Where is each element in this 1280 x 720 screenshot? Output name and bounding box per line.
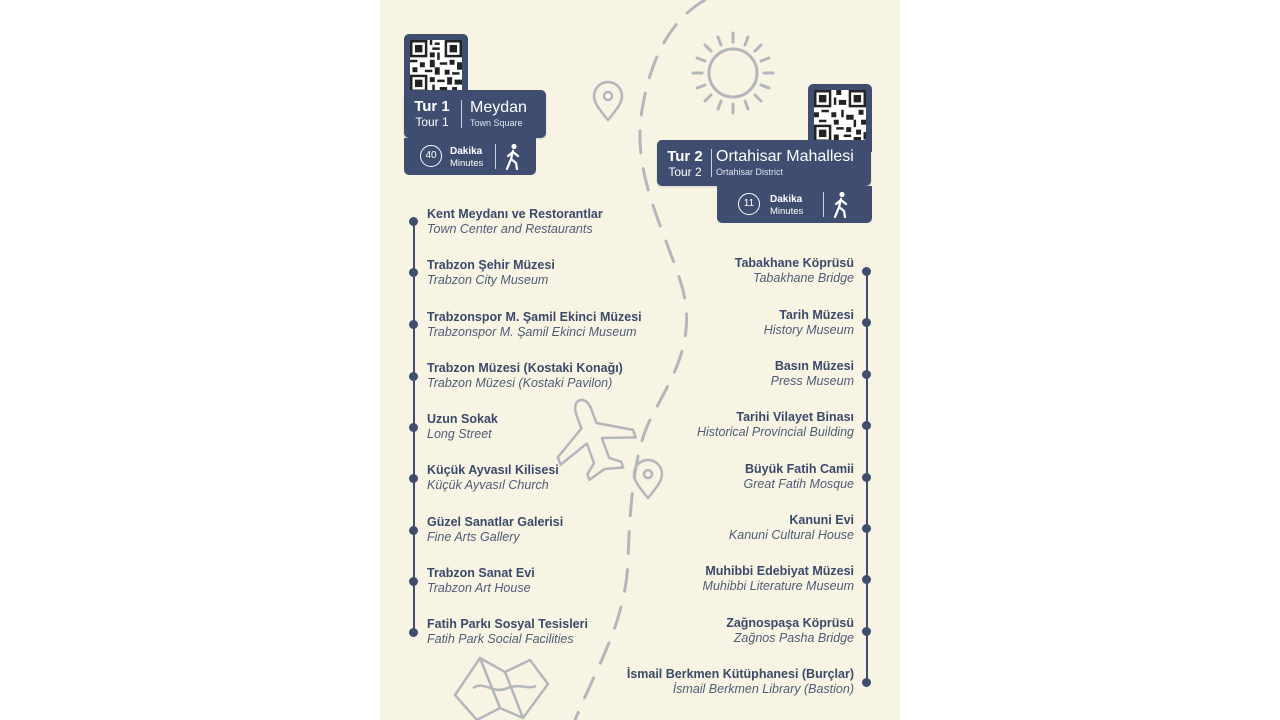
tour2-stop	[726, 616, 854, 646]
stop-name-en: Trabzonspor M. Şamil Ekinci Museum	[427, 325, 637, 339]
stop-name: Trabzon Şehir Müzesi	[427, 258, 555, 272]
stop-name-en: Press Museum	[770, 374, 854, 388]
tour2-name: Ortahisar Mahallesi	[716, 148, 854, 165]
tour2-stop	[703, 564, 854, 594]
location-pin-icon	[594, 82, 622, 120]
qr-code-icon	[814, 90, 866, 142]
duration-label: Dakika	[770, 194, 803, 205]
stop-name-en: Historical Provincial Building	[696, 425, 854, 439]
tour2-stop	[627, 667, 854, 697]
tour2-name-en: Ortahisar District	[716, 167, 784, 177]
timeline-dot	[862, 524, 871, 533]
stop-name-en: Kanuni Cultural House	[728, 528, 854, 542]
timeline-dot	[862, 318, 871, 327]
stop-name-en: Tabakhane Bridge	[752, 271, 854, 285]
stop-name-en: Muhibbi Literature Museum	[702, 579, 854, 593]
tour-poster	[380, 0, 900, 720]
stop-name-en: Trabzon Müzesi (Kostaki Pavilon)	[427, 376, 613, 390]
tour2-duration	[717, 186, 872, 223]
tour2-stop	[771, 359, 854, 389]
timeline-dot	[409, 423, 418, 432]
stop-name-en: Zağnos Pasha Bridge	[733, 631, 854, 645]
tour1-stop	[427, 566, 535, 596]
tour1-label-en: Tour 1	[415, 115, 449, 129]
stop-name-en: History Museum	[763, 323, 854, 337]
stop-name: İsmail Berkmen Kütüphanesi (Burçlar)	[626, 667, 854, 681]
duration-label-en: Minutes	[450, 158, 484, 169]
tour2-label-en: Tour 2	[668, 165, 702, 179]
timeline-dot	[409, 217, 418, 226]
stop-name: Kent Meydanı ve Restorantlar	[427, 207, 603, 221]
tour2-stop	[764, 308, 854, 338]
tour1-stop	[427, 617, 588, 647]
header-divider	[711, 149, 712, 177]
timeline-dot	[409, 372, 418, 381]
stop-name-en: İsmail Berkmen Library (Bastion)	[672, 682, 854, 696]
tour1-stop	[427, 207, 603, 237]
stop-name-en: Great Fatih Mosque	[743, 477, 854, 491]
timeline-dot	[862, 473, 871, 482]
stop-name: Trabzonspor M. Şamil Ekinci Müzesi	[427, 310, 642, 324]
timeline-dot	[862, 421, 871, 430]
timeline-dot	[409, 320, 418, 329]
timeline-dot	[409, 577, 418, 586]
tour1-label: Tur 1	[414, 98, 450, 115]
stop-name: Kanuni Evi	[789, 513, 854, 527]
stop-name: Trabzon Müzesi (Kostaki Konağı)	[427, 361, 623, 375]
stop-name-en: Town Center and Restaurants	[427, 222, 593, 236]
timeline-dot	[409, 268, 418, 277]
map-icon	[455, 658, 548, 720]
tour1-stop	[427, 310, 642, 340]
sun-icon	[693, 33, 773, 113]
tour1-stop	[427, 515, 563, 545]
stop-name: Muhibbi Edebiyat Müzesi	[705, 564, 854, 578]
timeline-dot	[409, 526, 418, 535]
tour2-header	[657, 140, 871, 186]
stop-name: Tabakhane Köprüsü	[734, 256, 854, 270]
stop-name: Fatih Parkı Sosyal Tesisleri	[427, 617, 588, 631]
stop-name: Büyük Fatih Camii	[744, 462, 854, 476]
stop-name: Trabzon Sanat Evi	[427, 566, 535, 580]
stop-name: Uzun Sokak	[427, 412, 498, 426]
tour1-header	[404, 90, 546, 138]
tour1-duration	[404, 138, 536, 175]
tour2-stop	[729, 513, 854, 543]
stop-name-en: Küçük Ayvasıl Church	[427, 478, 549, 492]
stop-name: Tarihi Vilayet Binası	[736, 410, 854, 424]
stop-name-en: Long Street	[427, 427, 492, 441]
stopwatch-icon: 11	[738, 193, 760, 215]
duration-divider	[495, 144, 496, 169]
timeline-dot	[862, 370, 871, 379]
timeline-dot	[409, 628, 418, 637]
duration-label-en: Minutes	[770, 206, 804, 217]
stop-name: Tarih Müzesi	[779, 308, 854, 322]
stop-name-en: Trabzon Art House	[427, 581, 531, 595]
tour1-stop	[427, 463, 559, 493]
location-pin-icon	[634, 460, 662, 498]
stop-name: Zağnospaşa Köprüsü	[726, 616, 854, 630]
dashed-route	[575, 0, 705, 720]
tour2-label: Tur 2	[667, 148, 703, 165]
stop-name-en: Fine Arts Gallery	[427, 530, 520, 544]
tour1-name: Meydan	[470, 99, 527, 116]
timeline-dot	[409, 474, 418, 483]
timeline-dot	[862, 267, 871, 276]
tour2-stop	[697, 410, 854, 440]
tour1-stop	[427, 412, 498, 442]
duration-divider	[823, 192, 824, 217]
walking-person-icon	[504, 143, 522, 170]
tour2-stop	[744, 462, 854, 492]
timeline-dot	[862, 627, 871, 636]
timeline-dot	[862, 575, 871, 584]
stop-name-en: Trabzon City Museum	[427, 273, 549, 287]
header-divider	[461, 100, 462, 128]
tour1-stop	[427, 361, 623, 391]
walking-person-icon	[832, 191, 850, 218]
stop-name: Küçük Ayvasıl Kilisesi	[427, 463, 559, 477]
timeline-dot	[862, 678, 871, 687]
qr-code-icon	[410, 40, 462, 92]
stopwatch-icon: 40	[420, 145, 442, 167]
tour1-name-en: Town Square	[470, 118, 523, 128]
tour1-stop	[427, 258, 555, 288]
stop-name: Basın Müzesi	[774, 359, 854, 373]
tour2-stop	[735, 256, 854, 286]
stop-name-en: Fatih Park Social Facilities	[427, 632, 574, 646]
duration-label: Dakika	[450, 146, 483, 157]
stop-name: Güzel Sanatlar Galerisi	[427, 515, 564, 529]
